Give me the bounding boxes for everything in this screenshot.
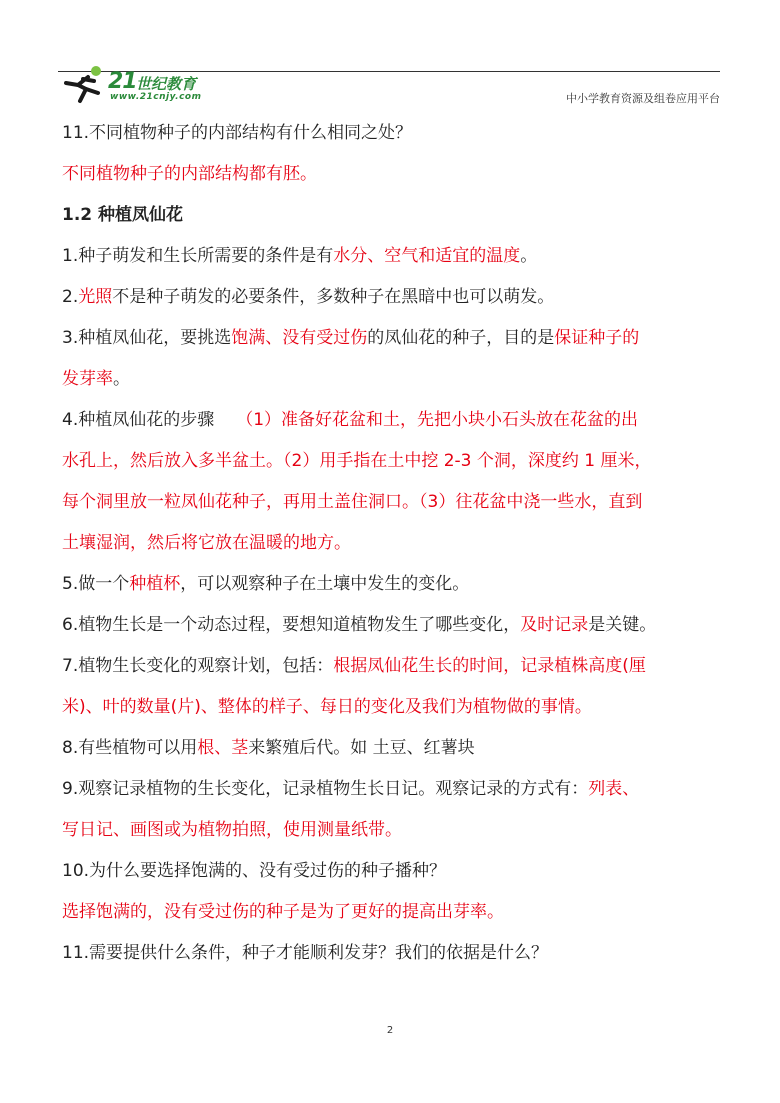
highlight: 饱满、没有受过伤 xyxy=(231,328,368,348)
text: 是关键。 xyxy=(588,615,657,635)
answer-11a: 不同植物种子的内部结构都有胚。 xyxy=(62,164,317,184)
point-3 xyxy=(62,318,722,359)
text: 9.观察记录植物的生长变化，记录植物生长日记。观察记录的方式有： xyxy=(62,779,589,799)
point-1 xyxy=(62,236,722,277)
point-4-line2: 水孔上，然后放入多半盆土。（2）用手指在土中挖 2-3 个洞，深度约 1 厘米， xyxy=(62,451,652,471)
text: 7.植物生长变化的观察计划，包括： xyxy=(62,656,334,676)
text: 的凤仙花的种子，目的是 xyxy=(367,328,555,348)
highlight: 及时记录 xyxy=(520,615,589,635)
text: 6.植物生长是一个动态过程，要想知道植物发生了哪些变化， xyxy=(62,615,521,635)
point-9-cont: 写日记、画图或为植物拍照，使用测量纸带。 xyxy=(62,820,402,840)
text: 8.有些植物可以用 xyxy=(62,738,198,758)
question-11b: 11.需要提供什么条件，种子才能顺利发芽？我们的依据是什么？ xyxy=(62,943,549,963)
text: 2. xyxy=(62,287,79,307)
logo-url: www.21cnjy.com xyxy=(110,92,202,102)
text: 。 xyxy=(520,246,538,266)
point-7-cont: 米)、叶的数量(片)、整体的样子、每日的变化及我们为植物做的事情。 xyxy=(62,697,592,717)
highlight: 种植杯 xyxy=(129,574,181,594)
platform-tagline: 中小学教育资源及组卷应用平台 xyxy=(566,92,720,105)
highlight: 列表、 xyxy=(588,779,640,799)
highlight: 根据凤仙花生长的时间，记录植株高度(厘 xyxy=(333,656,646,676)
point-7 xyxy=(62,646,722,687)
document-body xyxy=(62,113,722,974)
highlight: 保证种子的 xyxy=(554,328,640,348)
point-4-line3: 每个洞里放一粒凤仙花种子，再用土盖住洞口。（3）往花盆中浇一些水，直到 xyxy=(62,492,643,512)
point-3-cont xyxy=(62,359,722,400)
highlight: 根、茎 xyxy=(197,738,249,758)
text: 3.种植凤仙花，要挑选 xyxy=(62,328,232,348)
logo-number: 21 xyxy=(108,69,137,94)
point-2 xyxy=(62,277,722,318)
text: 不是种子萌发的必要条件，多数种子在黑暗中也可以萌发。 xyxy=(112,287,555,307)
highlight: （1）准备好花盆和土，先把小块小石头放在花盆的出 xyxy=(236,410,639,430)
logo xyxy=(58,63,208,105)
highlight: 发芽率 xyxy=(62,369,113,389)
text: 来繁殖后代。如 土豆、红薯块 xyxy=(248,738,475,758)
section-title: 1.2 种植凤仙花 xyxy=(62,205,184,225)
point-6 xyxy=(62,605,722,646)
point-4-line4: 土壤湿润，然后将它放在温暖的地方。 xyxy=(62,533,351,553)
page-number: 2 xyxy=(386,1025,394,1036)
text: ，可以观察种子在土壤中发生的变化。 xyxy=(180,574,470,594)
answer-10: 选择饱满的，没有受过伤的种子是为了更好的提高出芽率。 xyxy=(62,902,504,922)
runner-logo-icon xyxy=(58,63,108,105)
text: 1.种子萌发和生长所需要的条件是有 xyxy=(62,246,334,266)
question-11a: 11.不同植物种子的内部结构有什么相同之处？ xyxy=(62,123,413,143)
point-5 xyxy=(62,564,722,605)
question-10: 10.为什么要选择饱满的、没有受过伤的种子播种？ xyxy=(62,861,447,881)
point-8 xyxy=(62,728,722,769)
text: 。 xyxy=(113,369,130,389)
point-9 xyxy=(62,769,722,810)
text: 4.种植凤仙花的步骤 xyxy=(62,410,215,430)
highlight: 水分、空气和适宜的温度 xyxy=(333,246,521,266)
logo-text: 世纪教育 xyxy=(136,75,197,93)
text: 5.做一个 xyxy=(62,574,130,594)
highlight: 光照 xyxy=(78,287,113,307)
point-4 xyxy=(62,400,722,441)
